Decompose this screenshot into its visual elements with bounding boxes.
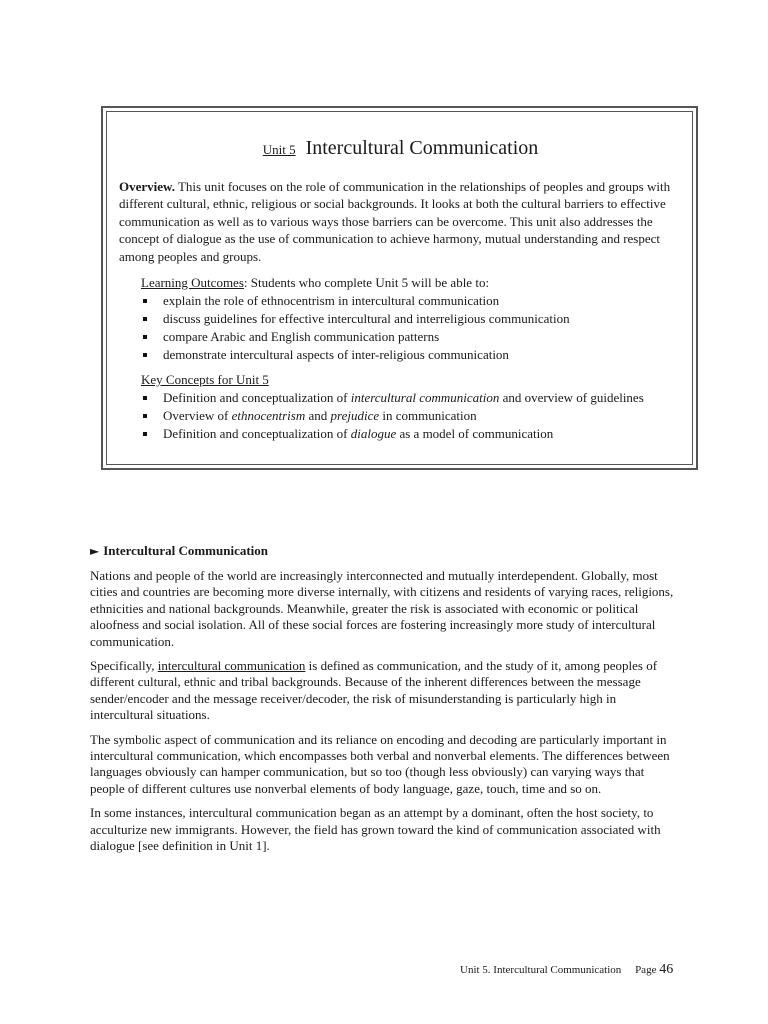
- list-item-text: compare Arabic and English communication patterns: [163, 329, 440, 345]
- concept-text: Overview of: [163, 408, 232, 424]
- concept-text: Definition and conceptualization of: [163, 426, 351, 442]
- paragraph-4: In some instances, intercultural communication began as an attempt by a dominant, often the host society, to acculturize new immigrants. However, the field has grown toward the kind of communication associated with dialogue [see definition in Unit 1].: [90, 805, 661, 854]
- concept-text: as a model of communication: [396, 426, 554, 442]
- section-heading-text: Intercultural Communication: [103, 543, 269, 558]
- paragraph-text: Specifically,: [90, 658, 158, 674]
- page-footer: [460, 962, 673, 978]
- learning-outcomes-list: [141, 292, 682, 364]
- bullet-square-icon: [143, 353, 147, 357]
- list-item: [141, 425, 682, 443]
- overview-label: Overview.: [119, 179, 175, 194]
- list-item: [141, 328, 682, 346]
- concept-text: and overview of guidelines: [499, 390, 644, 406]
- main-body: [90, 542, 682, 863]
- section-heading: [90, 542, 682, 560]
- learning-outcomes-label: Learning Outcomes: [141, 275, 244, 291]
- bullet-square-icon: [143, 396, 147, 400]
- unit-label: Unit 5: [262, 142, 296, 157]
- page-number: 46: [659, 962, 674, 977]
- unit-title: [119, 132, 682, 166]
- list-item: [141, 310, 682, 328]
- list-item: [141, 389, 682, 407]
- concept-text: and: [305, 408, 331, 424]
- list-item-text: explain the role of ethnocentrism in intercultural communication: [163, 293, 500, 309]
- list-item: [141, 407, 682, 425]
- overview-paragraph: [119, 178, 682, 265]
- list-item: [141, 346, 682, 364]
- learning-outcomes: [141, 274, 682, 443]
- list-item: [141, 292, 682, 310]
- concept-text: Definition and conceptualization of: [163, 390, 351, 406]
- unit-heading: Intercultural Communication: [305, 137, 539, 159]
- concept-term: dialogue: [350, 426, 397, 442]
- concept-term: prejudice: [330, 408, 380, 424]
- bullet-square-icon: [143, 335, 147, 339]
- concept-term: ethnocentrism: [231, 408, 306, 424]
- learning-outcomes-intro: [141, 274, 682, 292]
- footer-page-label: Page: [635, 964, 657, 976]
- footer-label: Unit 5. Intercultural Communication: [460, 964, 622, 976]
- unit-summary-box: [101, 106, 698, 470]
- defined-term: intercultural communication: [157, 658, 306, 674]
- learning-outcomes-intro-text: : Students who complete Unit 5 will be able to:: [243, 275, 490, 291]
- paragraph-1: Nations and people of the world are increasingly interconnected and mutually interdependent. Globally, most cities and countries are becoming more diverse internally, with citizens and residents of varying races, religions, ethnicities and national backgrounds. Meanwhile, greater the risk is associated with economic or political aloofness and social isolation. All of these social forces are fostering increasingly more study of intercultural communication.: [90, 568, 674, 649]
- paragraph-3: The symbolic aspect of communication and its reliance on encoding and decoding are particularly important in intercultural communication, which encompasses both verbal and nonverbal elements. The differences between languages obviously can hamper communication, but so too (though less obviously) can varying ways that people of different cultures use nonverbal elements of body language, gaze, touch, time and so on.: [90, 731, 670, 796]
- list-item-text: discuss guidelines for effective intercultural and interreligious communication: [163, 311, 570, 327]
- overview-text: This unit focuses on the role of communication in the relationships of peoples and groups with different cultural, ethnic, religious or social backgrounds. It looks at both the cultural barriers to effective communication as well as to various ways those barriers can be overcome. This unit also addresses the concept of dialogue as the use of communication to achieve harmony, mutual understanding and respect among peoples and groups.: [119, 179, 671, 264]
- concept-text: in communication: [379, 408, 477, 424]
- list-item-text: demonstrate intercultural aspects of inter-religious communication: [163, 347, 509, 363]
- key-concepts: [141, 371, 682, 443]
- paragraph-text: is defined as communication, and the study of it, among peoples of different cultural, ethnic and tribal backgrounds. Because of the inherent differences between the message sender/encoder and the message receiver/decoder, the risk of misunderstanding is particularly high in intercultural situations.: [90, 658, 658, 723]
- key-concepts-list: [141, 389, 682, 443]
- key-concepts-label: Key Concepts for Unit 5: [141, 372, 269, 388]
- bullet-square-icon: [143, 317, 147, 321]
- concept-term: intercultural communication: [350, 390, 500, 406]
- bullet-square-icon: [143, 432, 147, 436]
- paragraph-2: [90, 658, 682, 724]
- unit-summary-inner: [106, 111, 693, 465]
- bullet-square-icon: [143, 414, 147, 418]
- bullet-square-icon: [143, 299, 147, 303]
- triangle-right-icon: ►: [90, 544, 100, 558]
